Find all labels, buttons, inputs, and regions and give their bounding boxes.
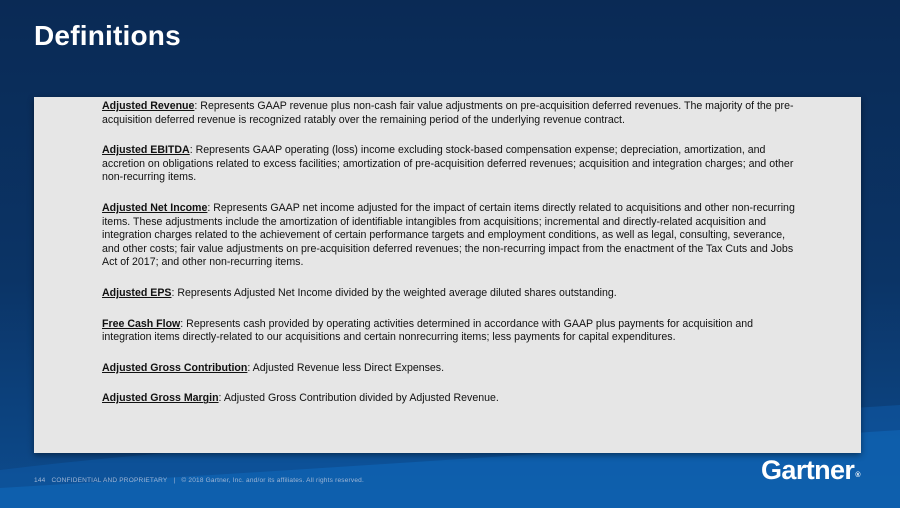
definition-text: : Adjusted Gross Contribution divided by Adjusted Revenue. [218,392,499,405]
definitions-panel [34,97,861,453]
footer-separator: | [173,477,176,484]
definition-term: Adjusted Gross Contribution [102,361,248,374]
definition-text: : Represents cash provided by operating activities determined in accordance with GAAP plus payments for acquisition and integration items directly-related to our acquisitions and certain nonrecurring items; less payments for capital expenditures. [102,317,754,344]
definition-adjusted-eps [102,287,802,301]
copyright-text: © 2018 Gartner, Inc. and/or its affiliates. All rights reserved. [181,477,364,484]
confidential-label: CONFIDENTIAL AND PROPRIETARY [51,477,168,484]
page-title: Definitions [34,20,181,51]
definitions-list [102,100,802,406]
definition-term: Adjusted Net Income [102,201,208,214]
definition-term: Free Cash Flow [102,317,181,330]
definition-text: : Represents GAAP revenue plus non-cash fair value adjustments on pre-acquisition deferred revenues. The majority of the pre-acquisition deferred revenue is recognized ratably over the remaining period of the underlying revenue contract. [102,100,794,126]
footer [34,477,368,484]
registered-mark: ® [855,472,860,479]
definition-adjusted-ebitda [102,144,802,185]
gartner-logo [761,455,860,486]
definition-term: Adjusted Gross Margin [102,392,219,405]
definition-adjusted-gross-margin [102,392,802,406]
definition-text: : Adjusted Revenue less Direct Expenses. [247,361,445,374]
definition-term: Adjusted Revenue [102,100,195,112]
definition-term: Adjusted EBITDA [102,144,190,157]
definition-text: : Represents GAAP net income adjusted for the impact of certain items directly related to acquisitions and other non-recurring items. These adjustments include the amortization of identifiable intangibles from acquisitions; incremental and directly-related acquisition and integration charges related to the achievement of certain performance targets and employment conditions, as well as legal, consulting, severance, and other costs; fair value adjustments on pre-acquisition deferred revenues; the non-recurring impact from the enactment of the Tax Cuts and Jobs Act of 2017; and other non-recurring items. [102,201,795,269]
page-number: 144 [34,477,46,484]
definition-term: Adjusted EPS [102,286,172,299]
definition-text: : Represents GAAP operating (loss) income excluding stock-based compensation expense; depreciation, amortization, and accretion on obligations related to excess facilities; amortization of pre-acquisition deferred revenues; acquisition and integration charges; and other non-recurring items. [102,144,794,184]
logo-text: Gartner [761,455,855,485]
definition-text: : Represents Adjusted Net Income divided by the weighted average diluted shares outstanding. [171,286,617,299]
definition-adjusted-net-income [102,202,802,270]
definition-adjusted-revenue [102,100,802,127]
definition-adjusted-gross-contribution [102,362,802,376]
definition-free-cash-flow [102,318,802,345]
